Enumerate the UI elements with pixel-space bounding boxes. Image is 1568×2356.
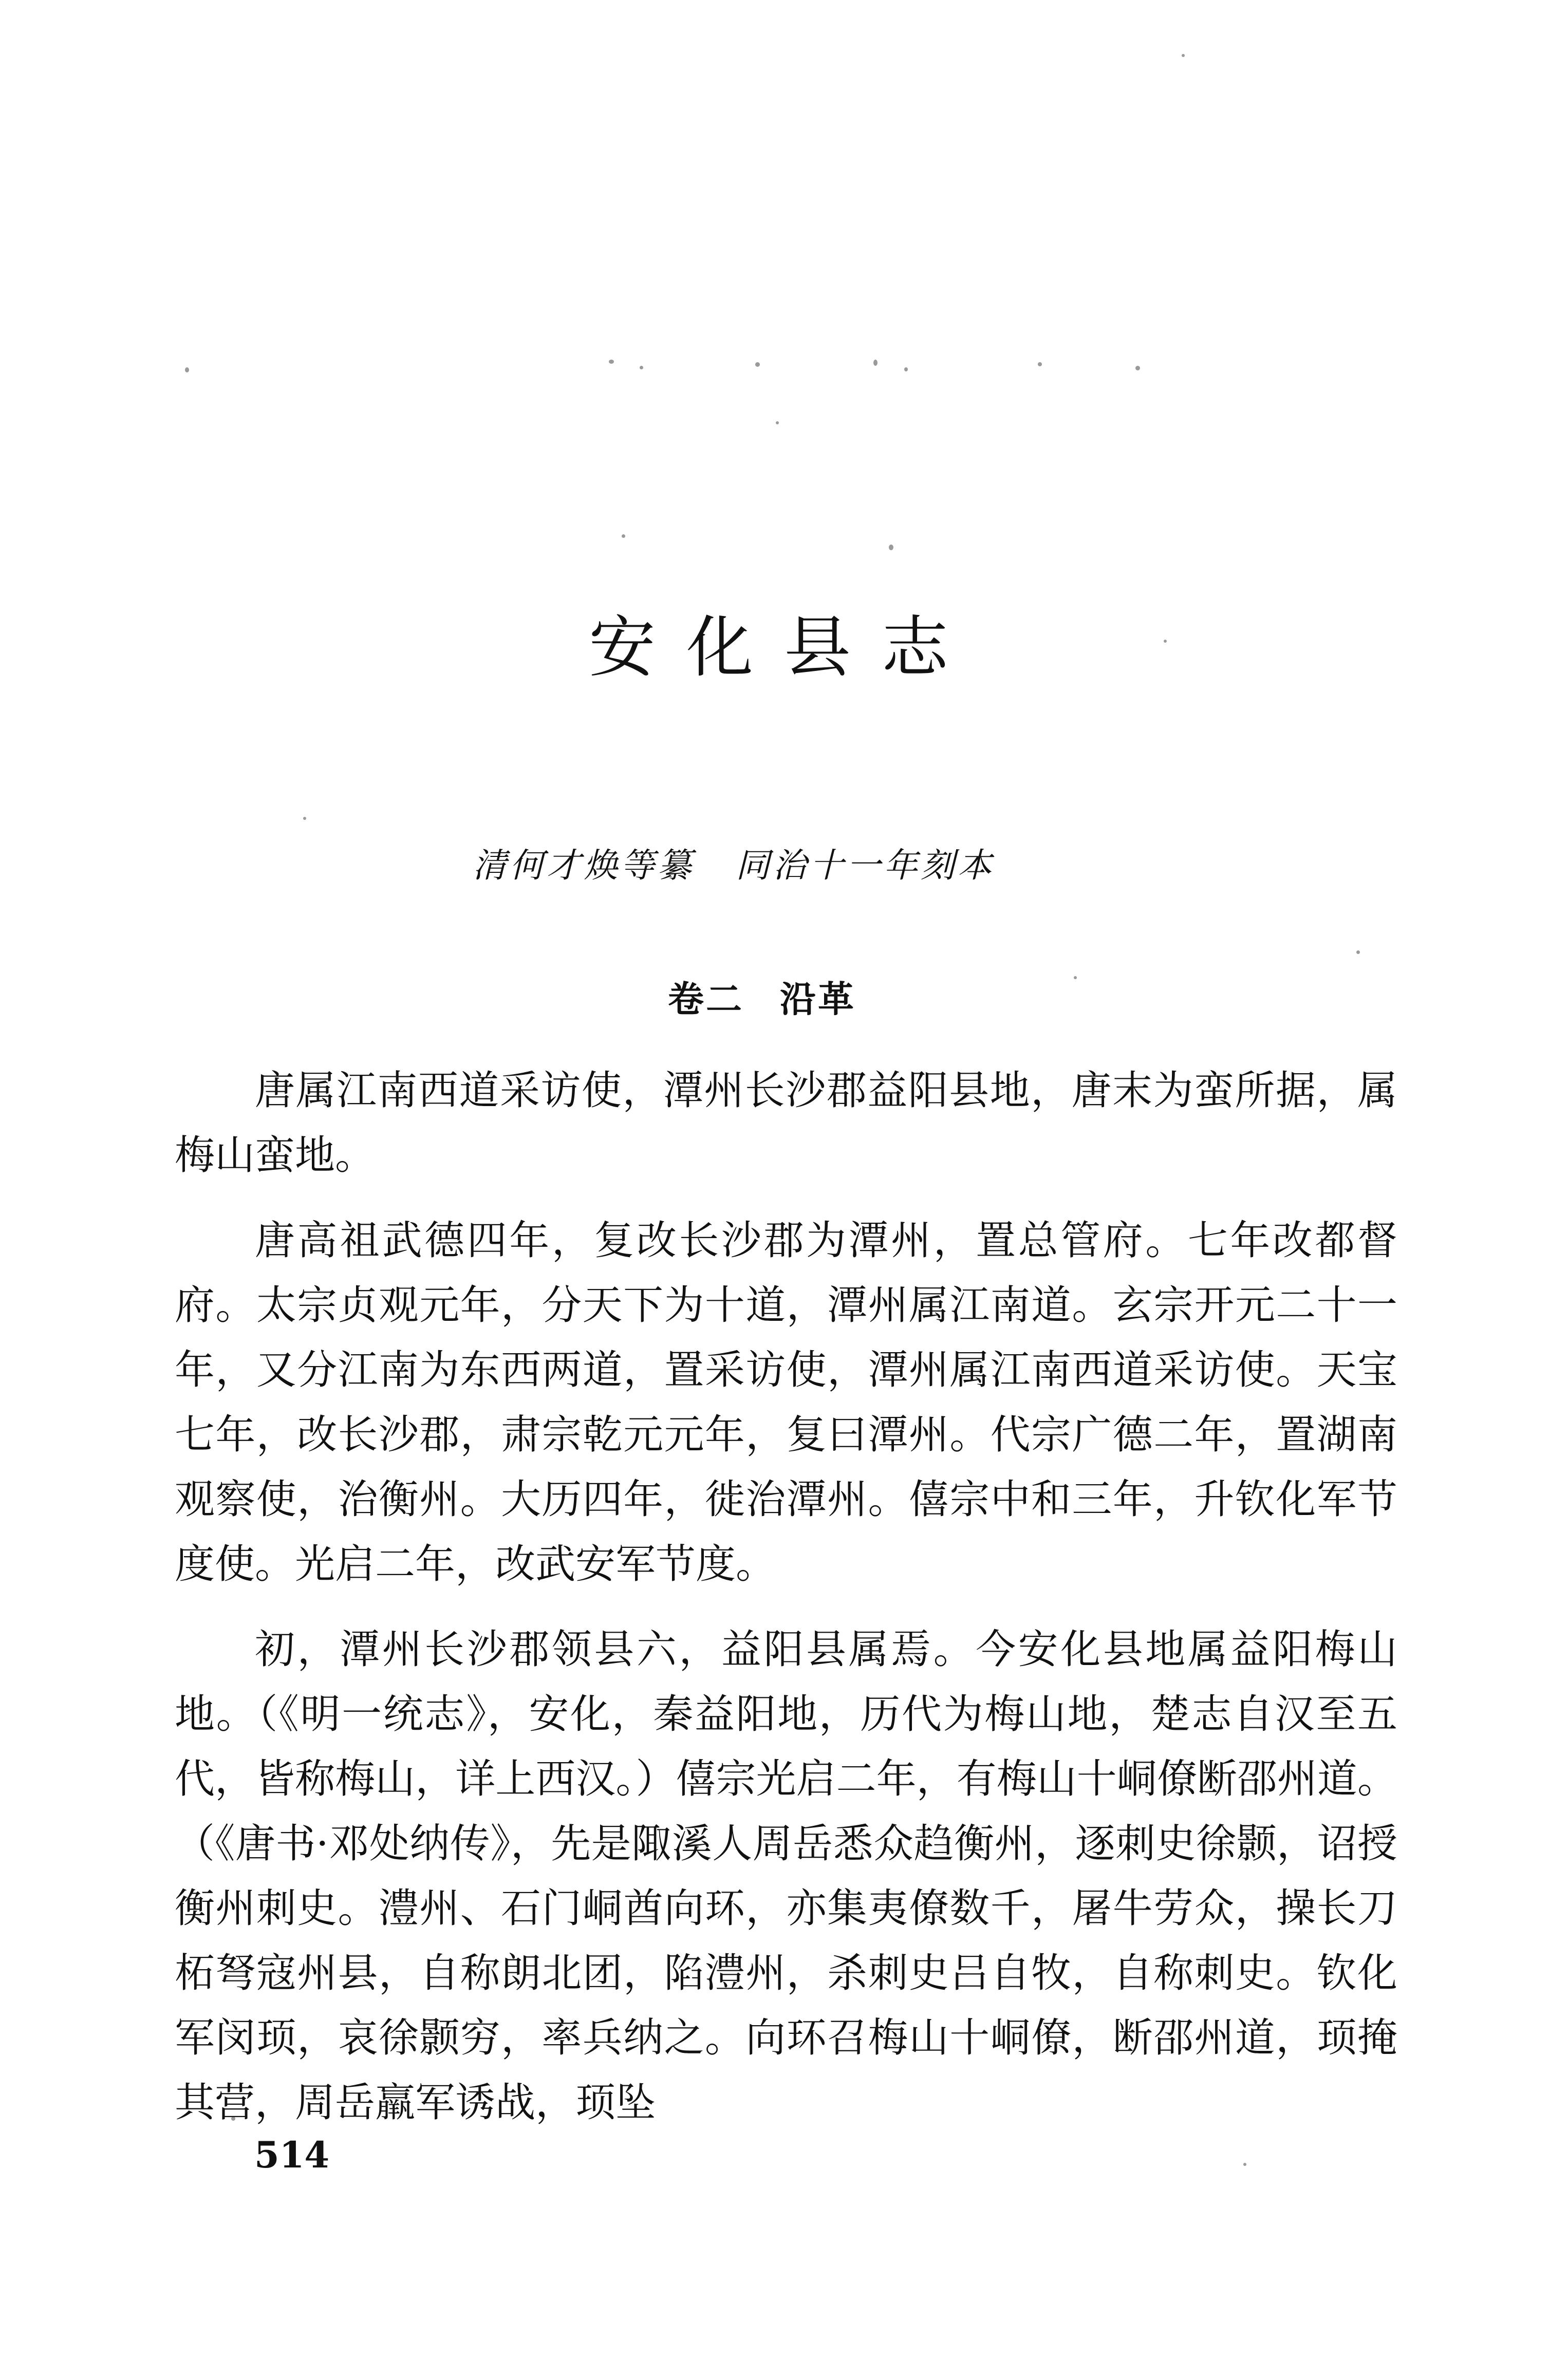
paragraph: 唐属江南西道采访使，潭州长沙郡益阳县地，唐末为蛮所据，属梅山蛮地。 [175,1068,1397,1179]
section-heading [668,974,856,1025]
body-text [175,1058,1397,2156]
scan-speck [622,534,625,538]
scan-speck [1074,976,1077,979]
volume-number: 卷二 [668,978,744,1020]
scan-speck [303,817,306,820]
document-title: 安化县志 [588,608,979,686]
scan-speck [1356,950,1360,954]
section-name: 沿革 [780,978,856,1020]
scan-speck [609,360,614,364]
paragraph: 初，潭州长沙郡领县六，益阳县属焉。今安化县地属益阳梅山地。（《明一统志》，安化，秦益阳地，历代为梅山地，楚志自汉至五代，皆称梅山，详上西汉。）僖宗光启二年，有梅山十峒僚断邵州道。（《唐书·邓处纳传》，先是陬溪人周岳悉众趋衡州，逐刺史徐颢，诏授衡州刺史。澧州、石门峒酋向环，亦集夷僚数千，屠牛劳众，操长刀柘弩寇州县，自称朗北团，陷澧州，杀刺史吕自牧，自称刺史。钦化军闵顼，哀徐颢穷，率兵纳之。向环召梅山十峒僚，断邵州道，顼掩其营，周岳羸军诱战，顼坠 [175,1626,1397,2126]
scan-speck [755,362,760,367]
scan-speck [640,366,643,369]
page-number: 514 [254,2134,330,2176]
paragraph: 唐高祖武德四年，复改长沙郡为潭州，置总管府。七年改都督府。太宗贞观元年，分天下为十道，潭州属江南道。玄宗开元二十一年，又分江南为东西两道，置采访使，潭州属江南西道采访使。天宝七年，改长沙郡，肃宗乾元元年，复曰潭州。代宗广德二年，置湖南观察使，治衡州。大历四年，徙治潭州。僖宗中和三年，升钦化军节度使。光启二年，改武安军节度。 [175,1218,1397,1587]
scan-speck [873,360,878,366]
compiler-credit: 清何才焕等纂 [473,846,695,885]
scan-speck [776,421,779,424]
compiler-edition-line [473,843,995,889]
edition-note: 同治十一年刻本 [736,846,995,885]
scan-speck [1135,366,1140,370]
scan-speck [1243,2163,1246,2166]
scan-speck [904,367,908,371]
scan-speck [185,367,189,372]
scan-speck [1182,54,1185,57]
scan-speck [889,545,893,550]
scan-speck [1038,362,1042,366]
